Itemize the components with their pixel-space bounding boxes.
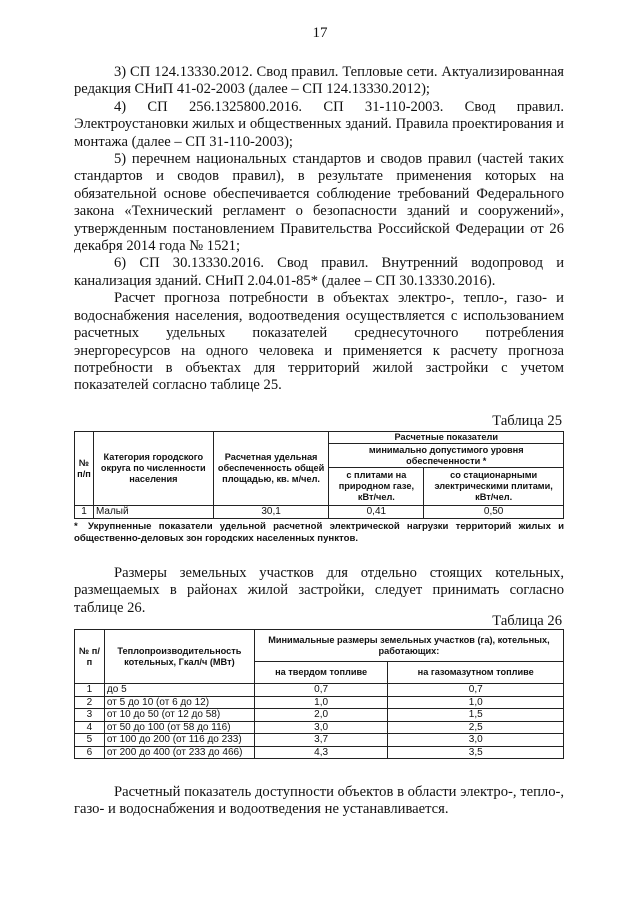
table-row xyxy=(75,721,564,734)
t26-cell-num: 3 xyxy=(75,709,105,722)
t26-cell-solid: 3,0 xyxy=(254,721,388,734)
table-row xyxy=(75,506,564,519)
t25-cell-area: 30,1 xyxy=(213,506,329,519)
t26-cell-power: от 100 до 200 (от 116 до 233) xyxy=(104,734,254,747)
t26-cell-solid: 1,0 xyxy=(254,696,388,709)
t26-cell-gasoil: 2,5 xyxy=(388,721,564,734)
t25-header-subgroup: минимально допустимого уровня обеспеченности * xyxy=(329,444,564,468)
t26-header-solid: на твердом топливе xyxy=(254,662,388,684)
normative-list xyxy=(74,64,564,395)
t26-cell-power: от 50 до 100 (от 58 до 116) xyxy=(104,721,254,734)
list-item-6: 6) СП 30.13330.2016. Свод правил. Внутренний водопровод и канализация зданий. СНиП 2.04.01-85* (далее – СП 30.13330.2016). xyxy=(74,255,564,289)
t26-cell-gasoil: 1,5 xyxy=(388,709,564,722)
page-number: 17 xyxy=(312,25,328,41)
t25-cell-elec: 0,50 xyxy=(424,506,564,519)
t25-header-area: Расчетная удельная обеспеченность общей площадью, кв. м/чел. xyxy=(213,432,329,506)
t26-cell-num: 4 xyxy=(75,721,105,734)
t26-cell-solid: 2,0 xyxy=(254,709,388,722)
t25-header-category: Категория городского округа по численности населения xyxy=(93,432,213,506)
t26-cell-solid: 0,7 xyxy=(254,684,388,697)
table-row xyxy=(75,696,564,709)
t26-header-power: Теплопроизводительность котельных, Гкал/ч (МВт) xyxy=(104,630,254,684)
table-row xyxy=(75,734,564,747)
t26-cell-num: 2 xyxy=(75,696,105,709)
t26-cell-num: 1 xyxy=(75,684,105,697)
paragraph-final: Расчетный показатель доступности объектов в области электро-, тепло-, газо- и водоснабжения и водоотведения не устанавливается. xyxy=(74,784,564,818)
paragraph-calculation: Расчет прогноза потребности в объектах электро-, тепло-, газо- и водоснабжения населения, водоотведения осуществляется с использованием расчетных удельных показателей среднесуточного потребления энергоресурсов на одного человека и применяется к расчету прогноза потребности в объектах для территорий жилой застройки с учетом показателей согласно таблице 25. xyxy=(74,290,564,394)
t25-header-elec: со стационарными электрическими плитами, кВт/чел. xyxy=(424,468,564,506)
list-item-3: 3) СП 124.13330.2012. Свод правил. Тепловые сети. Актуализированная редакция СНиП 41-02-2003 (далее – СП 124.13330.2012); xyxy=(74,64,564,98)
table-25-footnote xyxy=(74,521,564,545)
t26-header-num: № п/п xyxy=(75,630,105,684)
table-26-caption: Таблица 26 xyxy=(492,613,562,629)
land-size-text xyxy=(74,565,564,617)
t26-cell-num: 5 xyxy=(75,734,105,747)
t25-cell-gas: 0,41 xyxy=(329,506,424,519)
list-item-5: 5) перечнем национальных стандартов и сводов правил (частей таких стандартов и сводов правил), в результате применения которых на обязательной основе обеспечивается соблюдение требований Федерального закона «Технический регламент о безопасности зданий и сооружений», утвержденным постановлением Правительства Российской Федерации от 26 декабря 2014 года № 1521; xyxy=(74,151,564,255)
t25-header-group: Расчетные показатели xyxy=(329,432,564,444)
t26-cell-gasoil: 0,7 xyxy=(388,684,564,697)
t26-cell-solid: 3,7 xyxy=(254,734,388,747)
t26-cell-gasoil: 1,0 xyxy=(388,696,564,709)
t26-cell-power: от 10 до 50 (от 12 до 58) xyxy=(104,709,254,722)
t26-cell-num: 6 xyxy=(75,746,105,759)
t26-cell-gasoil: 3,0 xyxy=(388,734,564,747)
table-25 xyxy=(74,431,564,519)
t26-cell-power: от 200 до 400 (от 233 до 466) xyxy=(104,746,254,759)
t26-cell-power: до 5 xyxy=(104,684,254,697)
t25-header-gas: с плитами на природном газе, кВт/чел. xyxy=(329,468,424,506)
t26-cell-solid: 4,3 xyxy=(254,746,388,759)
t25-header-num: № п/п xyxy=(75,432,94,506)
t25-cell-category: Малый xyxy=(93,506,213,519)
t26-header-group: Минимальные размеры земельных участков (га), котельных, работающих: xyxy=(254,630,563,662)
t26-header-gasoil: на газомазутном топливе xyxy=(388,662,564,684)
footnote-star: * xyxy=(74,521,78,532)
table-25-caption: Таблица 25 xyxy=(492,413,562,429)
table-26 xyxy=(74,629,564,759)
t26-cell-power: от 5 до 10 (от 6 до 12) xyxy=(104,696,254,709)
t25-cell-num: 1 xyxy=(75,506,94,519)
list-item-4: 4) СП 256.1325800.2016. СП 31-110-2003. Свод правил. Электроустановки жилых и общественных зданий. Правила проектирования и монтажа (далее – СП 31-110-2003); xyxy=(74,98,564,150)
paragraph-land-size: Размеры земельных участков для отдельно стоящих котельных, размещаемых в районах жилой застройки, следует принимать согласно таблице 26. xyxy=(74,565,564,616)
footnote-text: Укрупненные показатели удельной расчетной электрической нагрузки территорий жилых и общественно-деловых зон городских населенных пунктов. xyxy=(74,521,564,544)
table-row xyxy=(75,684,564,697)
table-row xyxy=(75,709,564,722)
final-text xyxy=(74,784,564,819)
table-row xyxy=(75,746,564,759)
t26-cell-gasoil: 3,5 xyxy=(388,746,564,759)
